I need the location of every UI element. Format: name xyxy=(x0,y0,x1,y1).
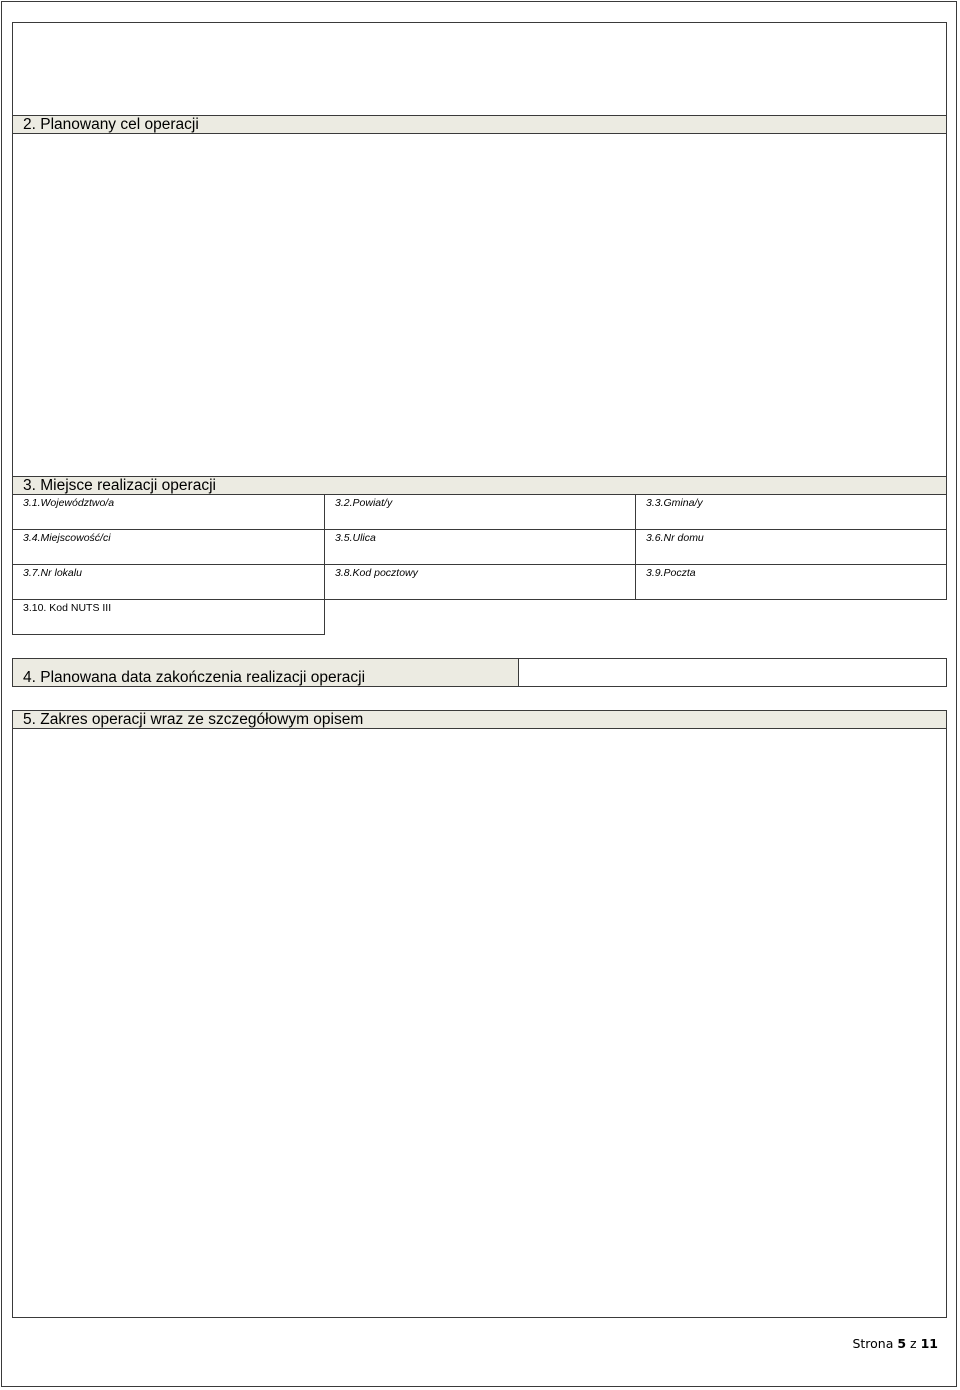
section-2-content-area[interactable] xyxy=(12,133,947,477)
footer-total: 11 xyxy=(920,1336,938,1351)
page-number-footer xyxy=(852,1336,938,1351)
field-wojewodztwo[interactable]: 3.1.Województwo/a xyxy=(12,494,325,530)
previous-section-continuation[interactable] xyxy=(12,22,947,116)
field-powiat[interactable]: 3.2.Powiat/y xyxy=(324,494,636,530)
field-kod-pocztowy[interactable]: 3.8.Kod pocztowy xyxy=(324,564,636,600)
field-nr-domu[interactable]: 3.6.Nr domu xyxy=(635,529,947,565)
field-poczta[interactable]: 3.9.Poczta xyxy=(635,564,947,600)
section-5-heading: 5. Zakres operacji wraz ze szczegółowym opisem xyxy=(12,710,947,729)
field-gmina[interactable]: 3.3.Gmina/y xyxy=(635,494,947,530)
footer-prefix: Strona xyxy=(852,1336,894,1351)
section-4-date-input[interactable] xyxy=(518,658,947,687)
section-5-content-area[interactable] xyxy=(12,728,947,1318)
field-nr-lokalu[interactable]: 3.7.Nr lokalu xyxy=(12,564,325,600)
section-2-heading: 2. Planowany cel operacji xyxy=(12,115,947,134)
footer-sep: z xyxy=(910,1336,917,1351)
field-miejscowosc[interactable]: 3.4.Miejscowość/ci xyxy=(12,529,325,565)
section-4-heading: 4. Planowana data zakończenia realizacji operacji xyxy=(12,658,519,687)
field-ulica[interactable]: 3.5.Ulica xyxy=(324,529,636,565)
footer-page: 5 xyxy=(897,1336,907,1351)
section-3-heading: 3. Miejsce realizacji operacji xyxy=(12,476,947,495)
field-kod-nuts[interactable]: 3.10. Kod NUTS III xyxy=(12,599,325,635)
